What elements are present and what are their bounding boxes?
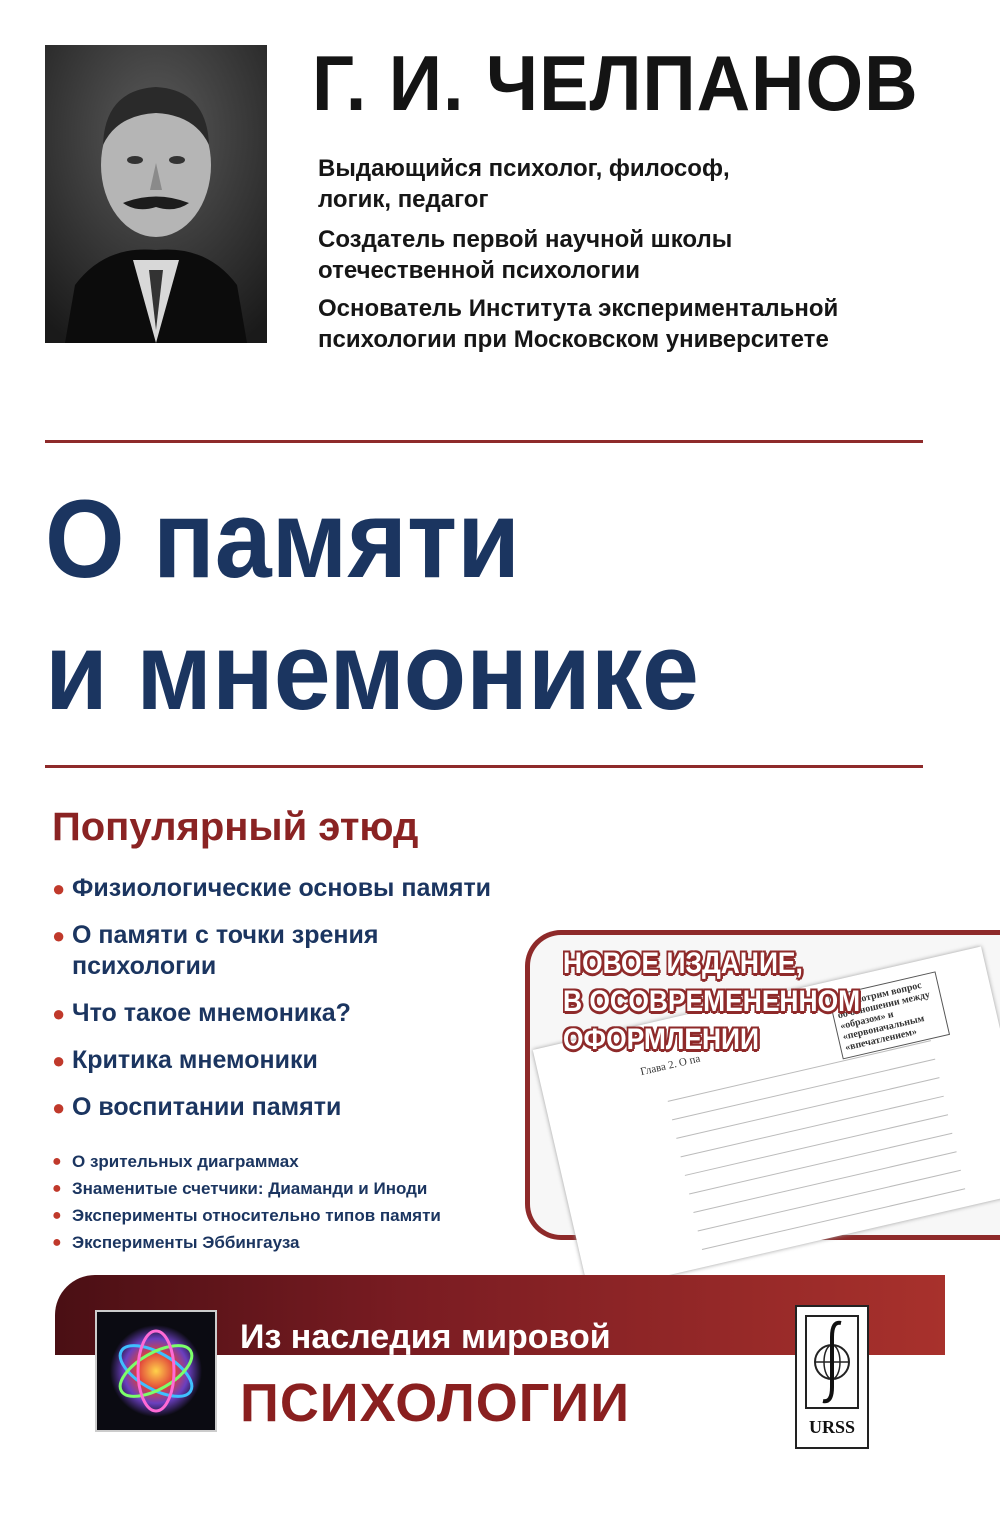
bullet-icon: ● [52,1048,66,1073]
new-edition-label: НОВОЕ ИЗДАНИЕ, В ОСОВРЕМЕНЕННОМ ОФОРМЛЕНИИ [563,947,861,1056]
list-item: ● Что такое мнемоника? [52,999,351,1027]
main-topics-list [52,873,491,1139]
author-name: Г. И. ЧЕЛПАНОВ [312,39,919,127]
integral-globe-icon [805,1315,859,1409]
book-subtitle: Популярный этюд [52,805,419,849]
series-title-line-2: ПСИХОЛОГИИ [240,1373,631,1433]
list-item: ● О памяти с точки зрения психологии [52,921,379,980]
publisher-logo [795,1305,869,1449]
author-description-3: Основатель Института экспериментальной психологии при Московском университете [318,295,839,353]
list-item: ● Эксперименты относительно типов памяти [52,1202,441,1229]
series-logo-icon [95,1310,217,1432]
bullet-icon: ● [52,1095,66,1120]
series-title-line-1: Из наследия мировой [240,1318,611,1356]
bullet-icon: ● [52,1153,62,1170]
publisher-name: URSS [808,1417,856,1437]
list-item: ● Критика мнемоники [52,1046,318,1074]
list-item: ● Знаменитые счетчики: Диаманди и Иноди [52,1175,441,1202]
bullet-icon: ● [52,1180,62,1197]
bullet-icon: ● [52,1207,62,1224]
bullet-icon: ● [52,923,66,948]
bullet-icon: ● [52,876,66,901]
sub-topics-list [52,1148,441,1256]
bullet-icon: ● [52,1234,62,1251]
top-divider [45,440,923,443]
bottom-divider [45,765,923,768]
author-description-2: Создатель первой научной школы отечественной психологии [318,226,733,284]
bullet-icon: ● [52,1001,66,1026]
book-title-line-2: и мнемонике [45,610,699,733]
author-portrait [45,45,267,343]
page-preview-sidebar: Рассмотрим вопрос об отношении между «образом» и «первоначальным «впечатлением» [828,971,950,1059]
book-title-line-1: О памяти [45,478,521,601]
list-item: ● Эксперименты Эббингауза [52,1229,441,1256]
list-item: ● О зрительных диаграммах [52,1148,441,1175]
list-item: ● Физиологические основы памяти [52,874,492,902]
list-item: ● О воспитании памяти [52,1093,342,1121]
author-description-1: Выдающийся психолог, философ, логик, педагог [318,155,730,213]
page-preview-chapter: Глава 2. О па [639,1052,702,1079]
